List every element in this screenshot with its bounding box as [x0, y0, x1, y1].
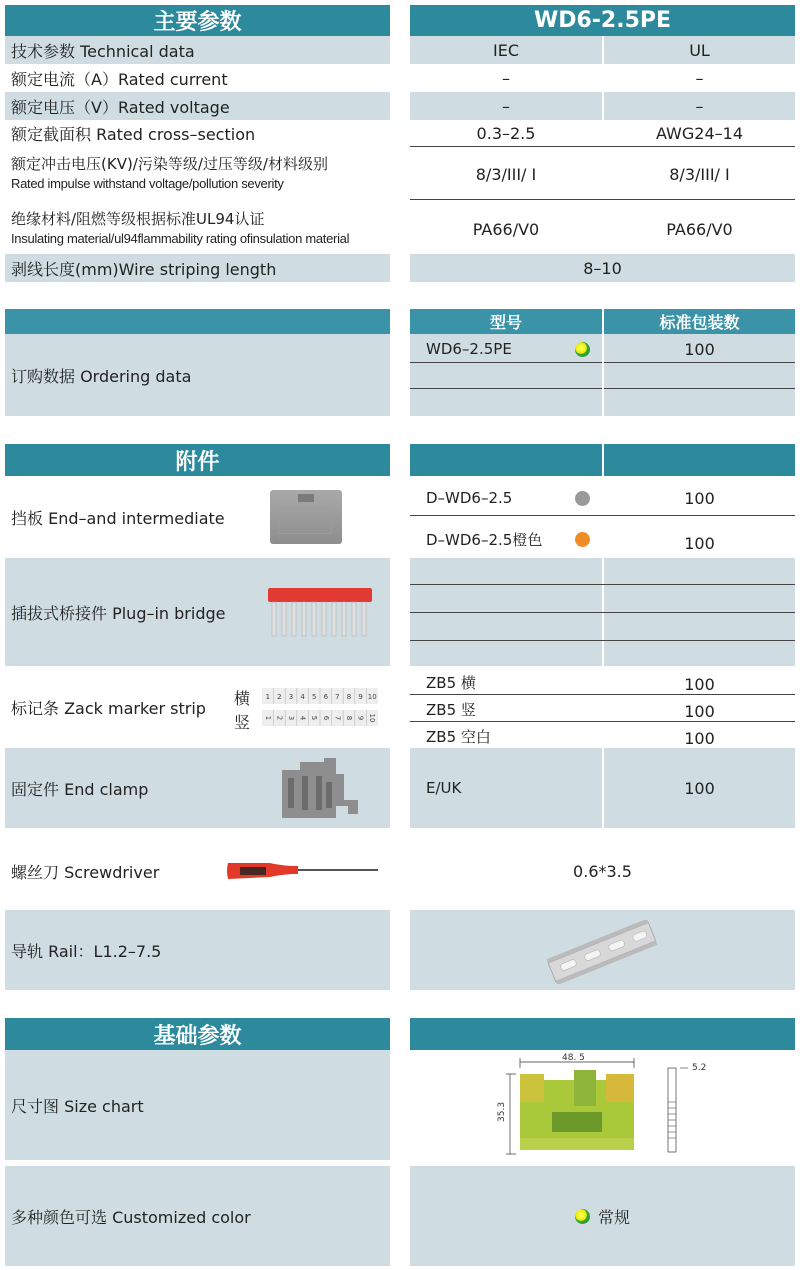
marker-number-v: 2 [275, 715, 284, 721]
marker-number-h: 2 [277, 693, 282, 701]
ordering-col-divider [602, 334, 604, 416]
marker-number-v: 9 [356, 715, 365, 721]
tech-data-label: 技术参数 Technical data [5, 36, 390, 64]
dim-thickness-text: 5.2 [692, 1063, 707, 1073]
marker-number-h: 1 [265, 693, 271, 701]
insulation-label-cn: 绝缘材料/阻燃等级根据标准UL94认证 [11, 210, 265, 228]
marker-item-2-name: ZB5 竖 [426, 700, 476, 719]
impulse-label [5, 148, 390, 200]
cross-section-ul: AWG24–14 [604, 120, 795, 146]
strip-length-value: 8–10 [410, 254, 795, 282]
plug-in-bridge-image [268, 588, 374, 638]
din-rail-image [544, 920, 660, 984]
yellow-green-color-dot-icon [575, 1209, 590, 1224]
cross-section-label: 额定截面积 Rated cross–section [5, 120, 390, 146]
iec-header: IEC [410, 36, 602, 64]
custom-color-label: 多种颜色可选 Customized color [5, 1166, 390, 1266]
end-plate-label: 挡板 End–and intermediate [5, 476, 390, 558]
rail-label: 导轨 Rail：L1.2–7.5 [5, 910, 390, 990]
basic-params-header: 基础参数 [5, 1018, 390, 1050]
insulation-ul: PA66/V0 [604, 204, 795, 254]
accessories-header: 附件 [5, 444, 390, 476]
col-model-header: 型号 [410, 309, 602, 334]
marker-h-label: 横 [234, 689, 251, 708]
impulse-label-en: Rated impulse withstand voltage/pollution severity [11, 176, 284, 191]
marker-number-v: 8 [345, 715, 353, 721]
marker-number-h: 5 [311, 693, 317, 701]
marker-item-3-name: ZB5 空白 [426, 727, 491, 746]
gray-color-dot-icon [575, 491, 590, 506]
end-plate-item-2-name: D–WD6–2.5橙色 [426, 530, 543, 549]
marker-number-v: 3 [287, 715, 295, 721]
custom-color-cell [410, 1166, 795, 1266]
ul-header: UL [604, 36, 795, 64]
ordering-model-cell [410, 336, 602, 362]
accessories-header-col1 [410, 444, 602, 476]
rated-voltage-iec: – [410, 92, 602, 120]
marker-number-v: 4 [298, 715, 307, 721]
marker-number-h: 3 [288, 693, 294, 701]
marker-number-h: 7 [335, 693, 340, 701]
main-params-header: 主要参数 [5, 5, 390, 36]
marker-number-h: 9 [358, 693, 363, 701]
impulse-ul: 8/3/III/ I [604, 148, 795, 200]
basic-params-header-right [410, 1018, 795, 1050]
end-clamp-image [278, 756, 360, 820]
rated-voltage-ul: – [604, 92, 795, 120]
end-clamp-qty: 100 [604, 748, 795, 828]
rated-current-label: 额定电流（A）Rated current [5, 64, 390, 92]
cross-section-iec: 0.3–2.5 [410, 120, 602, 146]
yellow-green-color-dot-icon [575, 342, 590, 357]
ordering-model: WD6–2.5PE [426, 340, 512, 358]
rated-current-iec: – [410, 64, 602, 92]
size-chart-drawing [492, 1052, 722, 1158]
marker-number-h: 4 [300, 693, 305, 701]
end-plate-item-2 [410, 525, 602, 553]
marker-number-h: 8 [346, 693, 352, 701]
end-clamp-name: E/UK [410, 748, 602, 828]
marker-v-label: 竖 [234, 713, 251, 732]
screwdriver-image [226, 858, 380, 884]
impulse-iec: 8/3/III/ I [410, 148, 602, 200]
rated-current-ul: – [604, 64, 795, 92]
strip-length-label: 剥线长度(mm)Wire striping length [5, 254, 390, 282]
marker-number-v: 1 [263, 715, 272, 721]
end-plate-item-1-qty: 100 [684, 488, 715, 508]
screwdriver-label: 螺丝刀 Screwdriver [5, 830, 390, 912]
ordering-qty: 100 [684, 339, 715, 359]
insulation-label [5, 204, 390, 254]
marker-item-1-name: ZB5 横 [426, 673, 476, 692]
insulation-iec: PA66/V0 [410, 204, 602, 254]
marker-number-v: 5 [310, 715, 319, 721]
marker-number-v: 10 [368, 713, 377, 723]
orange-color-dot-icon [575, 532, 590, 547]
model-header: WD6-2.5PE [410, 5, 795, 36]
impulse-label-cn: 额定冲击电压(KV)/污染等级/过压等级/材料级别 [11, 155, 328, 173]
dim-width-text: 48. 5 [562, 1053, 585, 1063]
marker-label: 标记条 Zack marker strip [5, 666, 227, 748]
end-plate-item-2-qty: 100 [684, 533, 715, 553]
ordering-header-bar [5, 309, 390, 334]
end-plate-item-1 [410, 484, 602, 512]
accessories-header-col2 [604, 444, 795, 476]
rated-voltage-label: 额定电压（V）Rated voltage [5, 92, 390, 120]
marker-number-h: 6 [323, 693, 329, 701]
screwdriver-value: 0.6*3.5 [410, 830, 795, 912]
marker-strip-image [262, 688, 378, 728]
end-plate-item-1-name: D–WD6–2.5 [426, 489, 513, 507]
marker-item-1-qty: 100 [684, 674, 715, 694]
marker-item-3-qty: 100 [684, 728, 715, 748]
custom-color-value: 常规 [597, 1207, 630, 1227]
marker-number-v: 7 [333, 715, 342, 721]
end-clamp-label: 固定件 End clamp [5, 748, 390, 828]
insulation-label-en: Insulating material/ul94flammability rating ofinsulation material [11, 231, 350, 246]
dim-height-text: 35.3 [497, 1101, 507, 1122]
size-chart-label: 尺寸图 Size chart [5, 1050, 390, 1160]
marker-number-v: 6 [321, 715, 330, 721]
col-pack-header: 标准包装数 [604, 309, 795, 334]
ordering-label: 订购数据 Ordering data [5, 334, 390, 416]
marker-number-h: 10 [367, 693, 377, 701]
end-plate-image [270, 490, 342, 544]
bridge-label: 插拔式桥接件 Plug–in bridge [5, 558, 390, 666]
marker-item-2-qty: 100 [684, 701, 715, 721]
